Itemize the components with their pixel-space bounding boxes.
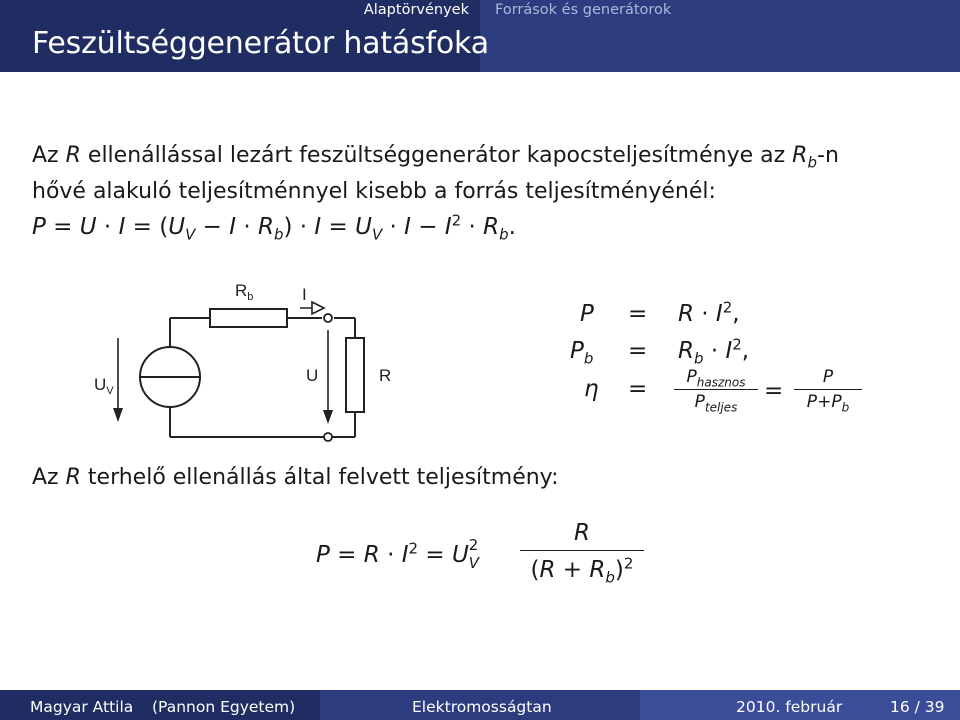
footer-institution: (Pannon Egyetem) (152, 698, 296, 716)
footer-date: 2010. február (736, 698, 843, 716)
math-rb: $R_b$ (792, 143, 817, 172)
eq-row-p: P (580, 301, 594, 327)
load-power-equation (316, 520, 656, 600)
eq-sign-3: = (628, 376, 648, 402)
nav-subsection-link[interactable]: Források és generátorok (495, 2, 672, 18)
eq-sign-2: = (628, 338, 648, 364)
fraction-r-over-sum: R $(R + R_b)^2$ (520, 520, 644, 583)
variable-r: R (65, 465, 81, 490)
resistor-rb (210, 309, 287, 327)
label-uv: $U_V$ (94, 375, 114, 397)
eq-sign-4: = (764, 378, 784, 404)
nav-section-link[interactable]: Alaptörvények (363, 2, 469, 18)
eq-row-eta: η (584, 376, 599, 402)
slide-title: Feszültséggenerátor hatásfoka (32, 26, 489, 61)
circuit-diagram (80, 270, 400, 450)
label-rb: $R_b$ (235, 281, 254, 303)
footer-author-band (0, 690, 320, 720)
equation-array (560, 300, 880, 440)
text-segment: ellenállással lezárt feszültséggenerátor kapocsteljesítménye az (87, 143, 786, 168)
variable-r: R (65, 143, 81, 168)
voltage-u-arrow (323, 410, 333, 424)
eq-row-pb: $P_b$ (570, 338, 594, 368)
paragraph-load-power (32, 467, 559, 489)
slide-footer (0, 690, 960, 720)
label-r: R (379, 366, 392, 385)
text-segment: Az (32, 143, 59, 168)
power-equation: $P = U \cdot I = (U_V - I \cdot R_b) \cdot I = U_V \cdot I - I^2 \cdot R_b$. (32, 211, 516, 244)
fraction-hasznos-teljes: $P_{hasznos}$ $P_{teljes}$ (674, 367, 758, 412)
label-i: I (302, 285, 307, 304)
current-arrow (312, 302, 324, 314)
paragraph-line-1 (32, 145, 839, 170)
text-segment: Az (32, 465, 59, 490)
text-segment: -n (817, 143, 839, 168)
voltage-uv-arrow (113, 408, 123, 422)
terminal-top (324, 314, 332, 322)
footer-course: Elektromosságtan (412, 698, 552, 716)
text-segment: terhelő ellenállás által felvett teljesítmény: (87, 465, 559, 490)
eq-rhs-2: $R_b \cdot I^2$, (678, 335, 750, 368)
paragraph-line-2: hővé alakuló teljesítménnyel kisebb a forrás teljesítményénél: (32, 179, 716, 204)
resistor-r (346, 338, 364, 412)
footer-date-band (640, 690, 960, 720)
eq-rhs-1: $R \cdot I^2$, (678, 298, 740, 327)
fraction-p-sum: P $P+P_b$ (794, 367, 862, 412)
equation-lhs: $P = R \cdot I^2 = U$ V 2 (316, 536, 480, 572)
label-u: U (306, 366, 319, 385)
slide-header (0, 0, 960, 72)
terminal-bottom (324, 433, 332, 441)
footer-course-band (320, 690, 640, 720)
eq-sign-1: = (628, 301, 648, 327)
footer-author: Magyar Attila (30, 698, 134, 716)
footer-page-number: 16 / 39 (890, 698, 945, 716)
